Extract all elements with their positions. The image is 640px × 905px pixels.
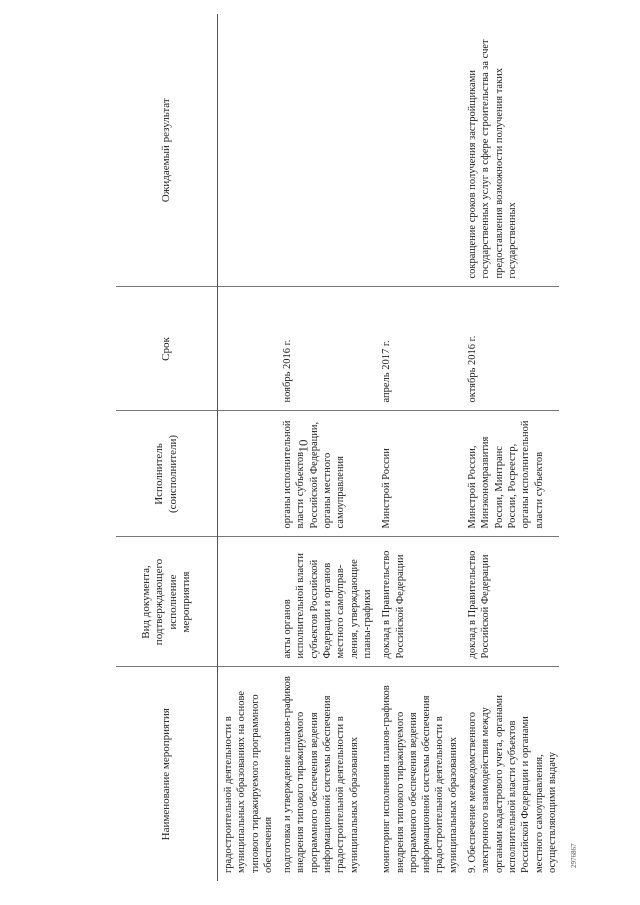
table-row: [218, 14, 276, 881]
cell-expected-result: [218, 14, 276, 287]
cell-executor: органы исполнительной власти субъектов Российской Федерации, органы местного самоуправления: [275, 411, 374, 537]
table-header-row: [116, 14, 218, 881]
table-row: [374, 14, 460, 881]
header-expected-result: Ожидаемый результат: [116, 14, 218, 287]
cell-measure-name: 9. Обеспечение межведомственного электронного взаимодействия между органами кадастрового учета, органами исполнительной власти субъектов Российской Федерации и органами местного самоуправления, осуществляющими выдачу: [467, 694, 558, 873]
table-row: [460, 14, 559, 881]
header-measure-name: Наименование мероприятия: [116, 667, 218, 881]
cell-document-type: доклад в Правительство Российской Федерации: [460, 537, 559, 667]
document-id: 2976867: [570, 843, 578, 868]
cell-executor: Минстрой России, Минэкономразвития России, Минтранс России, Росреестр, органы исполнительной власти субъектов: [460, 411, 559, 537]
cell-executor: [218, 411, 276, 537]
cell-document-type: [218, 537, 276, 667]
cell-expected-result: сокращение сроков получения застройщиками государственных услуг в сфере строительства за счет предоставления возможности получения таких государственных: [460, 14, 559, 287]
measures-table: [116, 14, 559, 881]
page-number: 10: [295, 439, 311, 453]
cell-deadline: [218, 287, 276, 411]
cell-document-type: доклад в Правительство Российской Федерации: [374, 537, 460, 667]
cell-deadline: апрель 2017 г.: [374, 287, 460, 411]
header-document-type: Вид документа, подтверждающего исполнение мероприятия: [116, 537, 218, 667]
cell-deadline: ноябрь 2016 г.: [275, 287, 374, 411]
cell-measure-name: подготовка и утверждение планов-графиков внедрения типового тиражируемого программного обеспечения ведения информационной системы обеспечения градостроительной деятельности в муниципальных образованиях: [282, 676, 360, 873]
rotated-landscape-sheet: [116, 14, 640, 881]
cell-measure-name: градостроительной деятельности в муниципальных образованиях на основе типового тиражируемого программного обеспечения: [223, 690, 274, 873]
table-row: [275, 14, 374, 881]
cell-executor: Минстрой России: [374, 411, 460, 537]
cell-measure-name: мониторинг исполнения планов-графиков внедрения типового тиражируемого программного обеспечения ведения информационной системы обеспечения градостроительной деятельности в муниципальных образованиях: [381, 685, 459, 873]
header-executor: Исполнитель (соисполнители): [116, 411, 218, 537]
cell-deadline: октябрь 2016 г.: [460, 287, 559, 411]
cell-document-type: акты органов исполнительной власти субъектов Российской Федерации и органов местного самоуправ-ления, утверждающие планы-графики: [275, 537, 374, 667]
cell-expected-result: [374, 14, 460, 287]
header-deadline: Срок: [116, 287, 218, 411]
cell-expected-result: [275, 14, 374, 287]
